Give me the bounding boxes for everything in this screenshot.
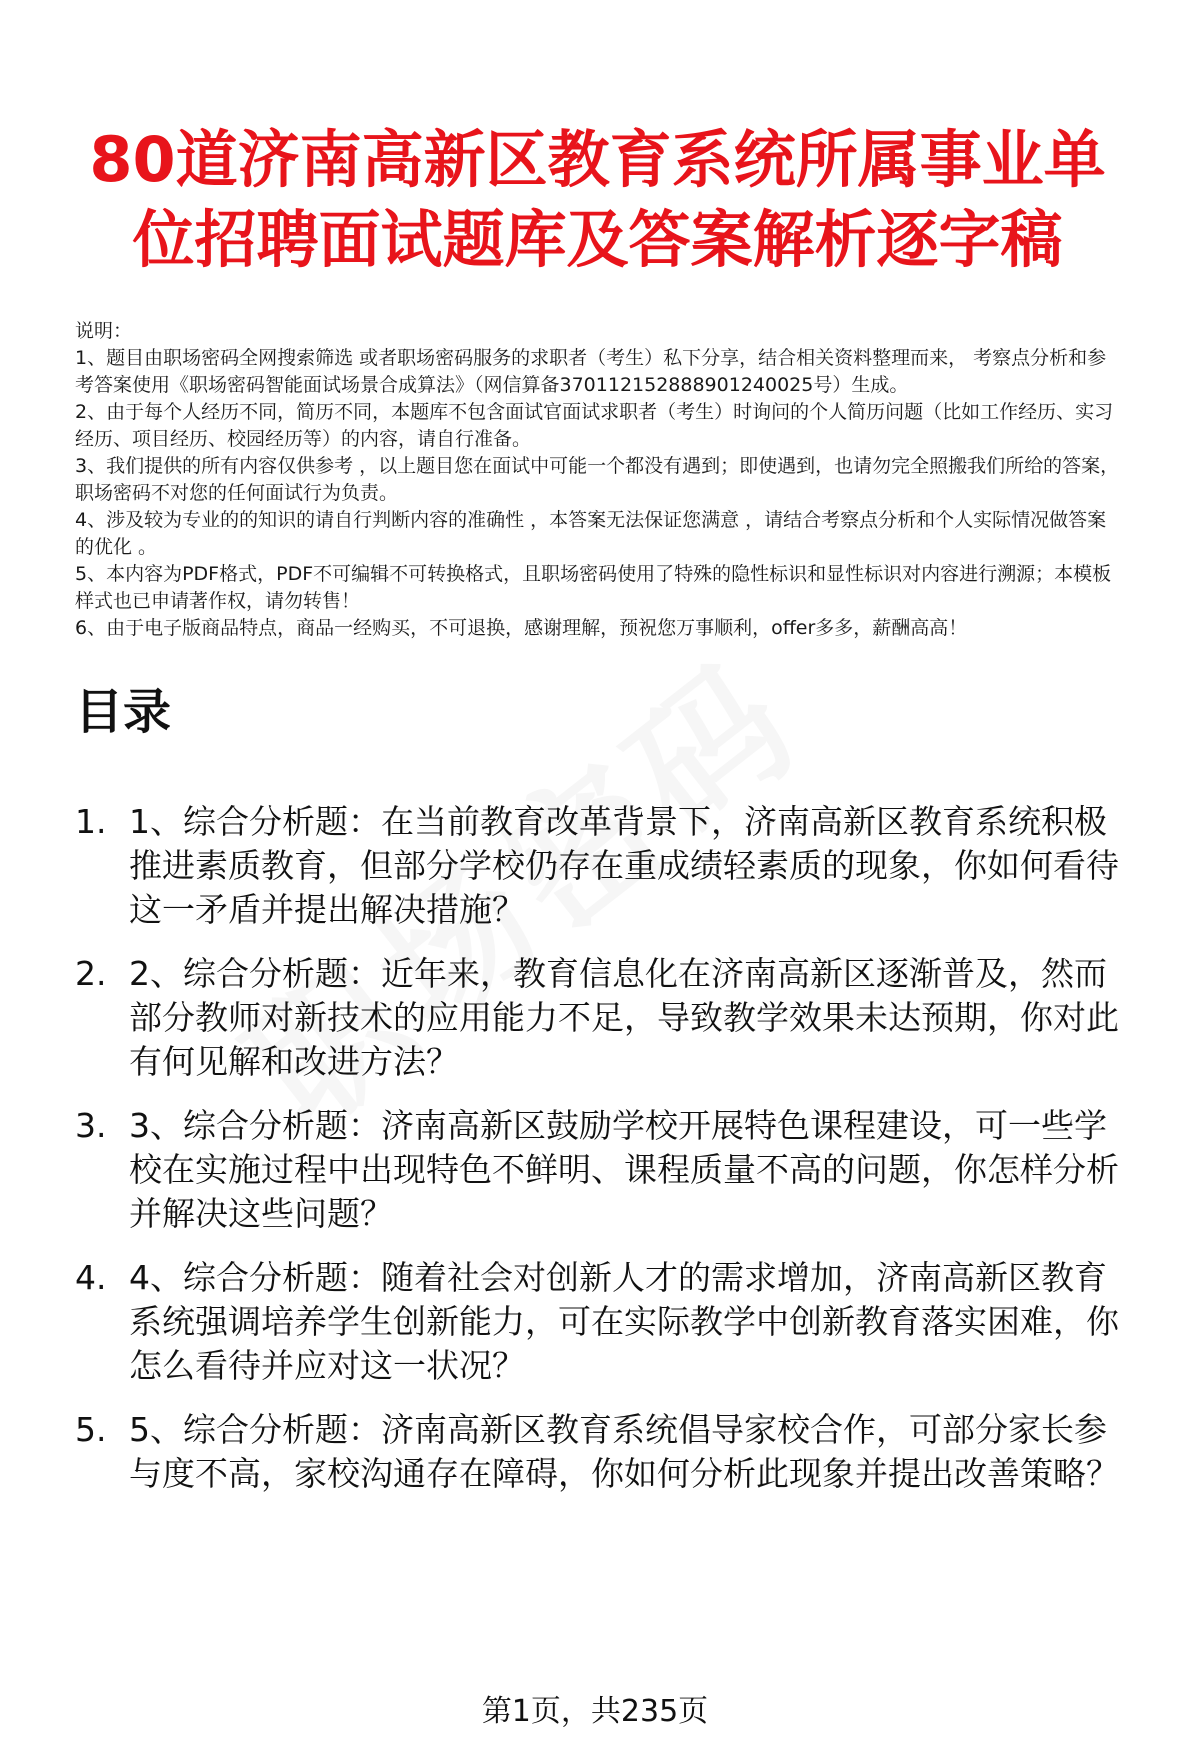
- page-footer: 第1页，共235页: [481, 1694, 709, 1729]
- toc-item-text[interactable]: 4、综合分析题：随着社会对创新人才的需求增加，济南高新区教育系统强调培养学生创新能力，可在实际教学中创新教育落实困难，你怎么看待并应对这一状况？: [129, 1258, 1119, 1385]
- note-item: 5、本内容为PDF格式，PDF不可编辑不可转换格式，且职场密码使用了特殊的隐性标识和显性标识对内容进行溯源；本模板样式也已申请著作权，请勿转售！: [75, 563, 1112, 612]
- toc-list: [75, 800, 1125, 1496]
- note-item: 4、涉及较为专业的的知识的请自行判断内容的准确性 ，本答案无法保证您满意 ，请结合考察点分析和个人实际情况做答案的优化 。: [75, 509, 1107, 558]
- note-item: 3、我们提供的所有内容仅供参考 ，以上题目您在面试中可能一个都没有遇到；即使遇到，也请勿完全照搬我们所给的答案，职场密码不对您的任何面试行为负责。: [75, 455, 1120, 504]
- notes-section: [75, 318, 1125, 642]
- toc-item-text[interactable]: 2、综合分析题：近年来，教育信息化在济南高新区逐渐普及，然而部分教师对新技术的应用能力不足，导致教学效果未达预期，你对此有何见解和改进方法？: [129, 954, 1119, 1081]
- toc-item-number: 2.: [75, 954, 107, 993]
- toc-item-text[interactable]: 1、综合分析题：在当前教育改革背景下，济南高新区教育系统积极推进素质教育，但部分学校仍存在重成绩轻素质的现象，你如何看待这一矛盾并提出解决措施？: [129, 802, 1119, 929]
- document-title: 80道济南高新区教育系统所属事业单位招聘面试题库及答案解析逐字稿: [89, 123, 1106, 276]
- toc-heading: 目录: [75, 684, 172, 740]
- toc-item-number: 3.: [75, 1106, 107, 1145]
- toc-item[interactable]: [75, 1408, 1125, 1496]
- toc-item[interactable]: [75, 1104, 1125, 1236]
- toc-item-number: 4.: [75, 1258, 107, 1297]
- note-item: 1、题目由职场密码全网搜索筛选 或者职场密码服务的求职者（考生）私下分享，结合相关资料整理而来， 考察点分析和参考答案使用《职场密码智能面试场景合成算法》（网信算备370112152888901240025号）生成。: [75, 347, 1107, 396]
- toc-item-text[interactable]: 5、综合分析题：济南高新区教育系统倡导家校合作，可部分家长参与度不高，家校沟通存在障碍，你如何分析此现象并提出改善策略？: [129, 1410, 1119, 1493]
- toc-item[interactable]: [75, 800, 1125, 932]
- note-item: 6、由于电子版商品特点，商品一经购买，不可退换，感谢理解，预祝您万事顺利，offer多多，薪酬高高！: [75, 617, 968, 639]
- toc-item-number: 5.: [75, 1410, 107, 1449]
- toc-item[interactable]: [75, 952, 1125, 1084]
- toc-item-number: 1.: [75, 802, 107, 841]
- note-item: 2、由于每个人经历不同，简历不同，本题库不包含面试官面试求职者（考生）时询问的个人简历问题（比如工作经历、实习经历、项目经历、校园经历等）的内容，请自行准备。: [75, 401, 1114, 450]
- toc-item[interactable]: [75, 1256, 1125, 1388]
- toc-item-text[interactable]: 3、综合分析题：济南高新区鼓励学校开展特色课程建设，可一些学校在实施过程中出现特色不鲜明、课程质量不高的问题，你怎样分析并解决这些问题？: [129, 1106, 1119, 1233]
- notes-heading: 说明：: [75, 320, 133, 342]
